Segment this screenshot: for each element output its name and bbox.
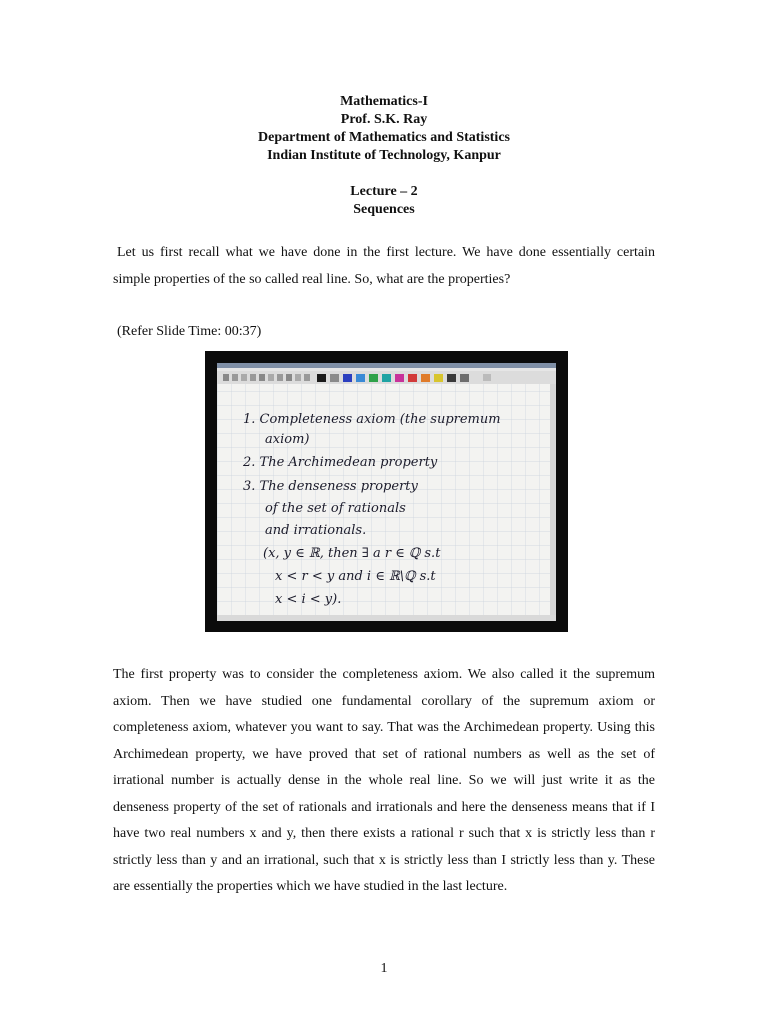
eraser-tool-icon [232, 374, 238, 381]
settings-icon [483, 374, 491, 381]
color-swatch [447, 374, 456, 382]
page-number: 1 [380, 961, 388, 976]
lecture-number: Lecture – 2 [350, 184, 418, 199]
slide-menubar [217, 368, 556, 371]
department-name: Department of Mathematics and Statistics [258, 130, 510, 145]
color-swatch [317, 374, 326, 382]
shape-tool-icon [277, 374, 283, 381]
color-swatch [395, 374, 404, 382]
slide-image [205, 351, 568, 632]
color-swatch [408, 374, 417, 382]
note-line-3: 2. The Archimedean property [243, 455, 438, 470]
slide-window-titlebar [217, 363, 556, 368]
color-swatch [330, 374, 339, 382]
color-swatch [382, 374, 391, 382]
color-swatch [343, 374, 352, 382]
note-line-7: (x, y ∈ ℝ, then ∃ a r ∈ ℚ s.t [263, 546, 441, 561]
zoom-tool-icon [304, 374, 310, 381]
note-line-8: x < r < y and i ∈ ℝ\ℚ s.t [275, 569, 436, 584]
institute-name: Indian Institute of Technology, Kanpur [267, 148, 501, 163]
lecture-header [0, 183, 768, 219]
line-tool-icon [286, 374, 292, 381]
slide-svg [217, 363, 556, 621]
note-line-5: of the set of rationals [265, 501, 406, 516]
note-line-6: and irrationals. [265, 523, 367, 538]
redo-icon [259, 374, 265, 381]
professor-name: Prof. S.K. Ray [340, 112, 428, 127]
color-swatch [460, 374, 469, 382]
pen-tool-icon [223, 374, 229, 381]
slide-canvas [217, 363, 556, 621]
lecture-title: Sequences [353, 202, 415, 217]
color-swatch [356, 374, 365, 382]
text-tool-icon [268, 374, 274, 381]
color-swatch [421, 374, 430, 382]
note-line-2: axiom) [265, 432, 310, 447]
course-title: Mathematics-I [340, 94, 428, 109]
color-swatch [434, 374, 443, 382]
note-line-4: 3. The denseness property [243, 479, 418, 494]
select-tool-icon [241, 374, 247, 381]
note-line-9: x < i < y). [275, 592, 342, 607]
slide-scrollbar [550, 384, 556, 615]
document-header [0, 93, 768, 165]
undo-icon [250, 374, 256, 381]
color-swatch [369, 374, 378, 382]
slide-statusbar [217, 615, 556, 621]
highlighter-tool-icon [295, 374, 301, 381]
body-paragraph: The first property was to consider the completeness axiom. We also called it the supremum axiom. Then we have studied one fundamental corollary of the supremum axiom or completeness axiom, whatever you want to say. That was the Archimedean property. Using this Archimedean property, we have proved that set of rational numbers as well as the set of irrational number is actually dense in the whole real line. So we will just write it as the denseness property of the set of rationals and irrationals and here the denseness means that if I have two real numbers x and y, then there exists a rational r such that x is strictly less than r strictly less than y and an irrational, such that x is strictly less than I strictly less than y. These are essentially the properties which we have studied in the last lecture. [113, 667, 655, 894]
note-line-1: 1. Completeness axiom (the supremum [243, 412, 501, 427]
slide-reference: (Refer Slide Time: 00:37) [117, 324, 262, 339]
intro-paragraph: Let us first recall what we have done in the first lecture. We have done essentially certain simple properties of the so called real line. So, what are the properties? [113, 245, 655, 287]
